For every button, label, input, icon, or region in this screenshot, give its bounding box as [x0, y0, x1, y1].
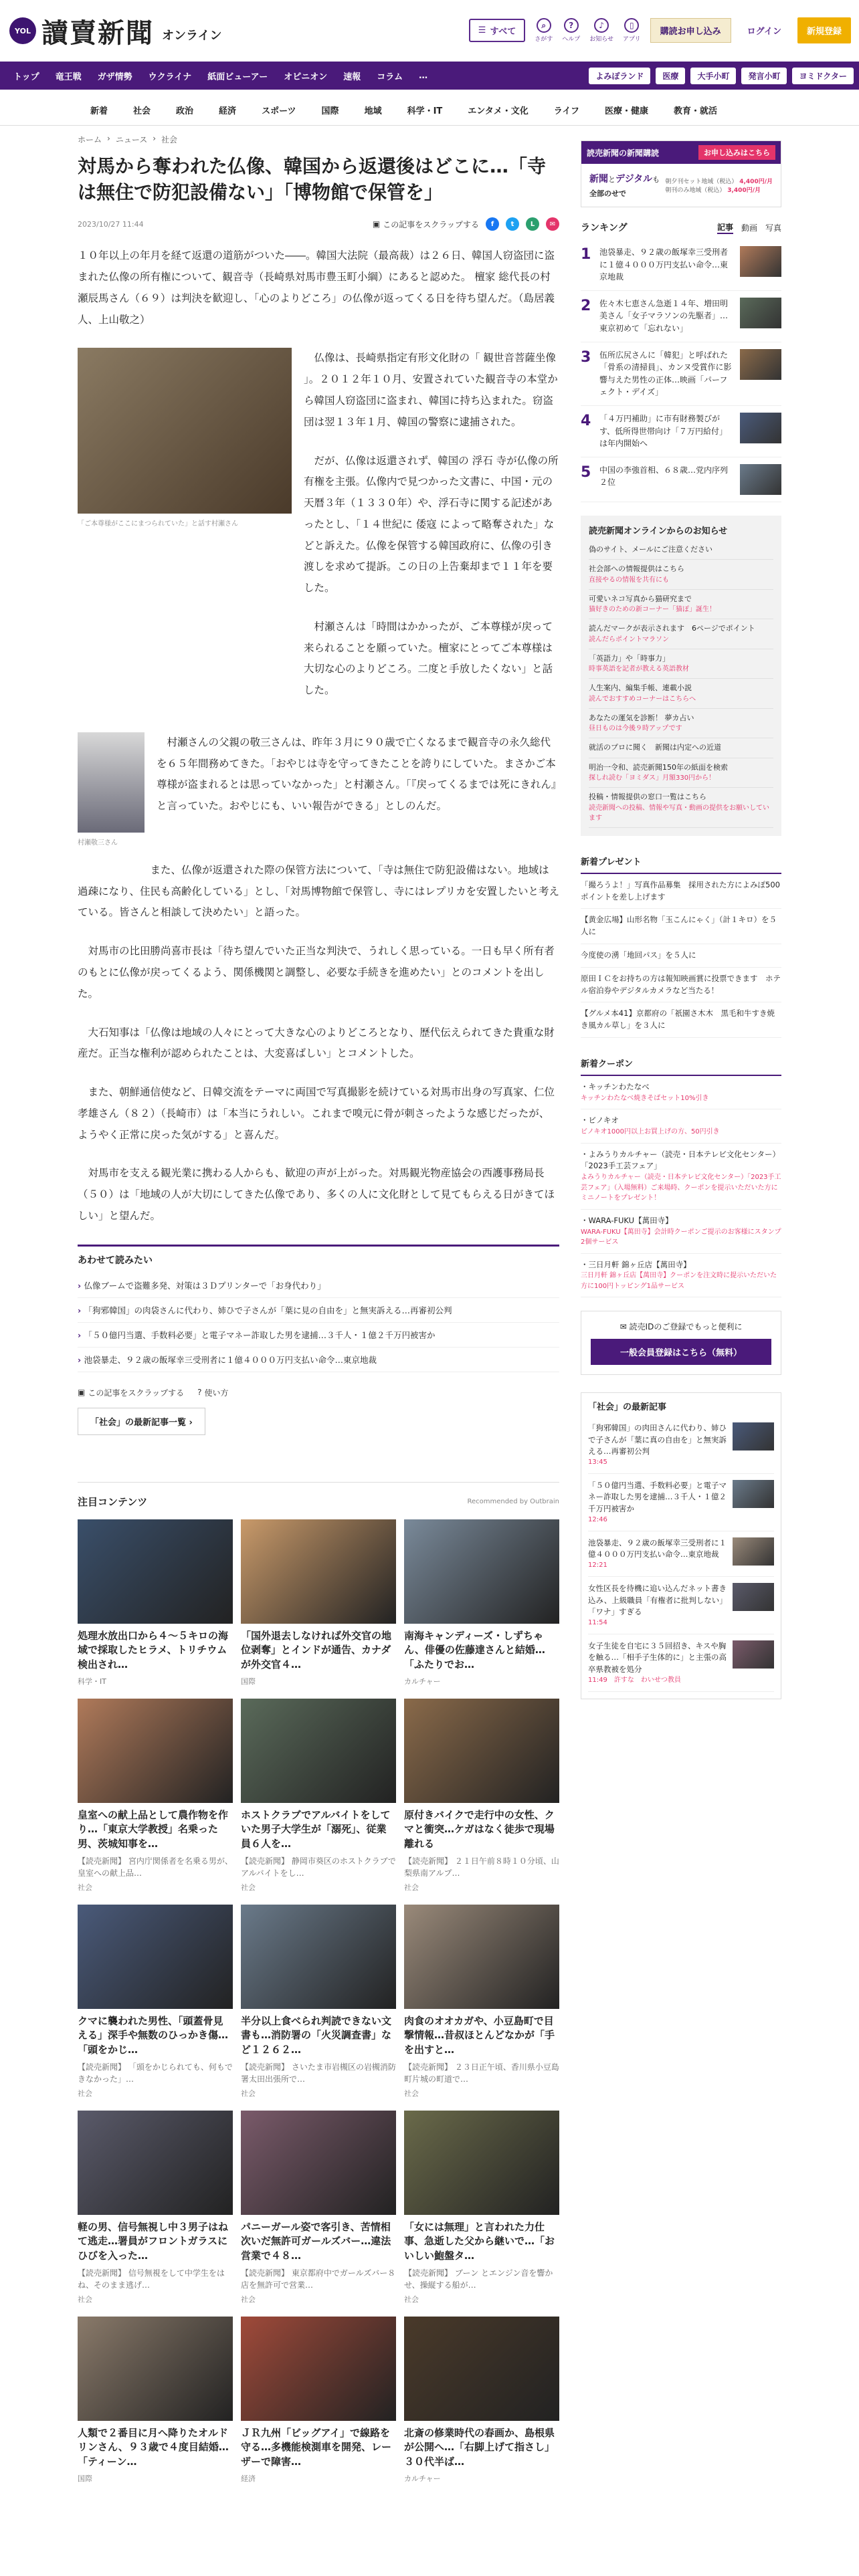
category-sports[interactable]: スポーツ — [262, 106, 296, 116]
coupon-title: 新着クーポン — [581, 1051, 781, 1076]
photo-portrait[interactable] — [78, 732, 145, 833]
featured-card[interactable] — [78, 1905, 233, 2099]
featured-card-desc: 【読売新聞】 宮内庁関係者を名乗る男が、皇室への献上品… — [78, 1856, 233, 1878]
login-button[interactable]: ログイン — [747, 27, 781, 37]
latest-time: 13:45 — [588, 1459, 607, 1467]
nav-item-column[interactable]: コラム — [377, 72, 403, 82]
twitter-share-icon[interactable]: t — [506, 217, 519, 231]
price-note-2: 朝刊のみ地域（税込） — [665, 187, 726, 194]
latest-text[interactable]: 池袋暴走、９２歳の飯塚幸三受刑者に１億４０００万円支払い命令…東京地裁 12:21 — [588, 1537, 727, 1570]
featured-card-title[interactable]: 北斎の修業時代の春画か、島根県が公開へ…「右脚上げて指さし」３０代半ば… — [404, 2426, 555, 2468]
more-society-label: 「社会」の最新記事一覧 — [90, 1417, 187, 1428]
ranking-title[interactable]: 佐々木七恵さん急逝１４年、増田明美さん「女子マラソンの先駆者」…東京初めて「忘れない」 — [599, 298, 729, 333]
notice-item[interactable]: 可愛いネコ写真から猫研究まで 猫好きのための新コーナー「猫ぽ」誕生！ — [589, 590, 773, 620]
coupon-item[interactable]: ・ビノキオ ビノキオ1000円以上お買上げの方、50円引き — [581, 1109, 781, 1143]
coupon-item[interactable]: ・よみうりカルチャー（読売・日本テレビ文化センター）「2023手工芸フェア」 よみうりカルチャー（読売・日本テレビ文化センター）「2023手工芸フェア」（入場無料）ご来場時、クーポンを提示いただいた方にミニノートをプレゼント！ — [581, 1144, 781, 1210]
article-paragraph: 仏像は、長崎県指定有形文化財の「 観世音菩薩坐像 」。２０１２年１０月、安置されていた観音寺の本堂から韓国人窃盗団に盗まれ、韓国に持ち込まれた。窃盗団は翌１３年１月、韓国の警察に逮捕された。 — [304, 352, 558, 428]
featured-card-category: 社会 — [78, 1883, 92, 1892]
featured-card-image[interactable] — [241, 1519, 396, 1624]
register-button[interactable]: 新規登録 — [797, 17, 851, 43]
featured-card-title[interactable]: クマに襲われた男性、「頭蓋骨見える」深手や無数のひっかき傷…「頭をかじ… — [78, 2014, 229, 2056]
breadcrumb-society[interactable]: 社会 — [161, 135, 178, 144]
article-paragraph: 対馬市の比田勝尚喜市長は「待ち望んでいた正当な判決で、うれしく思っている。一日も早く所有者のもとに仏像が戻ってくるよう、関係機関と調整し、必要な手続きを進めたい」とのコメントを出した。 — [78, 945, 555, 1000]
figure-2 — [78, 732, 145, 847]
featured-card-desc: 【読売新聞】 東京都府中でガールズバー８店を無許可で営業… — [241, 2268, 396, 2290]
ranking-thumbnail[interactable] — [740, 464, 781, 495]
article-paragraph: 村瀬さんの父親の敬三さんは、昨年３月に９０歳で亡くなるまで観音寺の永久総代を６５年間務めてきた。「おやじは寺を守ってきたことを誇りにしていた。まさかご本尊様が盗まれるとは思っていなかった」と村瀬さん。「『戻ってくるまでは死にきれん』と言っていた。おやじにも、いい報告ができる」としのんだ。 — [157, 736, 557, 813]
featured-grid — [78, 1519, 559, 2484]
notice-subtext: 読んだらポイントマラソン — [589, 635, 669, 643]
more-society-button[interactable]: 「社会」の最新記事一覧 › — [78, 1408, 205, 1435]
article-column — [78, 126, 559, 2484]
notice-title: 読売新聞オンラインからのお知らせ — [589, 526, 728, 536]
ranking-number: 4 — [581, 412, 591, 429]
latest-list — [588, 1416, 774, 1692]
notice-subtext: 猫好きのための新コーナー「猫ぽ」誕生！ — [589, 606, 716, 614]
ranking-thumbnail[interactable] — [740, 349, 781, 380]
featured-card-category: 社会 — [241, 1883, 256, 1892]
featured-card-title[interactable]: パニーガール姿で客引き、苦情相次いだ無許可ガールズバー…違法営業で４８… — [241, 2220, 391, 2262]
latest-time: 11:54 — [588, 1619, 607, 1627]
help-label: ヘルプ — [562, 36, 581, 43]
featured-card-category: カルチャー — [404, 1677, 441, 1686]
promo-body — [581, 164, 781, 207]
clip-icon: ▣ — [78, 1388, 86, 1398]
featured-card-category: 社会 — [241, 2294, 256, 2304]
notice-item[interactable]: 投稿・情報提供の窓口一覧はこちら 読売新聞への投稿、情報や写真・動画の提供をお願いしています — [589, 788, 773, 828]
price-1: 4,400円/月 — [739, 179, 773, 185]
featured-card-category: 国際 — [78, 2474, 92, 2483]
featured-card[interactable] — [404, 1905, 559, 2099]
latest-text[interactable]: 女子生徒を自宅に３５回招き、キスや胸を触る…「相手子生体的に」と主張の高卒県教被を処分 11:49 許すな わいせつ教員 — [588, 1641, 727, 1684]
latest-title: 「社会」の最新記事 — [588, 1402, 667, 1413]
featured-card-category: 社会 — [404, 1883, 419, 1892]
plan-label: 全部のせで — [589, 189, 626, 198]
outbrain-label[interactable]: Recommended by Outbrain — [467, 1497, 559, 1505]
featured-card-title[interactable]: 処理水放出口から４～５キロの海域で採取したヒラメ、トリチウム検出され… — [78, 1629, 229, 1671]
featured-card-category: 経済 — [241, 2474, 256, 2483]
featured-card-category: 社会 — [241, 2088, 256, 2098]
help-icon: ? — [197, 1388, 202, 1398]
promo-badge[interactable]: お申し込みはこちら — [698, 145, 775, 160]
nav-item-ryuoh[interactable]: 竜王戦 — [55, 72, 82, 82]
facebook-share-icon[interactable]: f — [486, 217, 499, 231]
related-list — [78, 1273, 559, 1372]
featured-card-image[interactable] — [78, 2317, 233, 2421]
featured-card-image[interactable] — [241, 2317, 396, 2421]
notice-item[interactable]: 明治一令和、読売新聞150年の紙面を検索 探しれ読む「ヨミダス」月額330円から！ — [589, 758, 773, 788]
featured-card-title[interactable]: 皇室への献上品として農作物を作り…「東京大学教授」名乗った男、茨城知事を… — [78, 1808, 229, 1850]
nav-pill-hatsugen[interactable]: 発言小町 — [741, 68, 787, 84]
breadcrumb-home[interactable]: ホーム — [78, 135, 102, 144]
notice-item[interactable]: 社会部への情報提供はこちら 直接やるの情報を共有にも — [589, 560, 773, 590]
category-economy[interactable]: 経済 — [219, 106, 237, 116]
featured-card-title[interactable]: ホストクラブでアルバイトをしていた男子大学生が「溺死」、従業員６人を… — [241, 1808, 391, 1850]
promo-header — [581, 141, 781, 164]
coupon-subtext: WARA-FUKU【萬田寺】会計時クーポンご提示のお客様にスタンプ2個サービス — [581, 1228, 781, 1247]
ranking-number: 3 — [581, 348, 591, 366]
ranking-number: 5 — [581, 463, 591, 481]
category-nav — [0, 95, 859, 126]
app-button[interactable] — [623, 18, 641, 43]
featured-card-desc: 【読売新聞】 信号無視をして中学生をはね、そのまま逃げ… — [78, 2268, 225, 2290]
ranking-title[interactable]: 「４万円補助」に市有財務製びがす、低所得世帯向け「７万円給付」は年内開始へ — [599, 413, 728, 449]
member-signup — [581, 1311, 781, 1375]
gift-list — [581, 874, 781, 1038]
featured-card-title[interactable]: ＪＲ九州「ビッグアイ」で線路を守る…多機能検測車を開発、レーザーで障害… — [241, 2426, 392, 2468]
featured-card-title[interactable]: 半分以上食べられ判読できない文書も…消防署の「火災調査書」など１２６２… — [241, 2014, 392, 2056]
price-note: 朝夕刊セット地域（税込） — [665, 179, 738, 185]
featured-card-desc: 【読売新聞】 ブーン とエンジン音を響かせ、操縦する船が… — [404, 2268, 553, 2290]
related-actions — [78, 1387, 559, 1398]
promo-prices — [665, 177, 773, 194]
signup-text-label: 読売IDのご登録でもっと便利に — [629, 1322, 743, 1332]
figure-row — [78, 732, 559, 847]
latest-item[interactable] — [588, 1474, 774, 1531]
plan-plus: と — [608, 175, 615, 184]
coupon-subtext: ビノキオ1000円以上お買上げの方、50円引き — [581, 1128, 720, 1136]
nav-item-more[interactable]: … — [419, 70, 428, 81]
featured-card-title[interactable]: 「国外退去しなければ外交官の地位剥奪」とインドが通告、カナダが外交官４… — [241, 1629, 392, 1671]
subscription-promo[interactable] — [581, 140, 781, 207]
latest-text[interactable]: 「狗邪韓国」の肉田さんに代わり、姉ひで子さんが「葉に真の自由を」と無実訴える…再審初公判 13:45 — [588, 1423, 727, 1467]
featured-card-title[interactable]: 原付きバイクで走行中の女性、クマと衝突…ケガはなく徒歩で現場離れる — [404, 1808, 555, 1850]
featured-card-desc: 【読売新聞】 さいたま市岩槻区の岩槻消防署太田出張所で… — [241, 2062, 396, 2084]
featured-card-desc: 【読売新聞】 「頭をかじられても、何もできなかった」… — [78, 2062, 233, 2084]
menu-button[interactable] — [469, 19, 525, 42]
coupon-subtext: 三日月軒 錦ヶ丘店【萬田寺】クーポンを注文時に提示いただいた方に100円トッピング1品サービス — [581, 1272, 777, 1290]
search-button[interactable] — [535, 18, 553, 43]
coupon-list — [581, 1076, 781, 1297]
scrap-button-bottom[interactable] — [78, 1387, 184, 1398]
signup-button[interactable]: 一般会員登録はこちら（無料） — [591, 1339, 771, 1365]
featured-card-image[interactable] — [404, 1519, 559, 1624]
tab-videos[interactable]: 動画 — [741, 223, 757, 233]
sidebar — [581, 126, 781, 1699]
ranking-thumbnail[interactable] — [740, 246, 781, 277]
gift-item[interactable]: 「撮ろうよ！」写真作品募集 採用された方によみぽ500ポイントを差し上げます — [581, 874, 781, 909]
featured-card[interactable] — [241, 2317, 396, 2484]
featured-card-image[interactable] — [241, 1699, 396, 1803]
gift-item[interactable]: 今度使の湧「地回パス」を５人に — [581, 944, 781, 968]
category-health[interactable]: 医療・健康 — [605, 106, 649, 116]
app-icon: ▯ — [624, 18, 639, 33]
article-paragraph: また、仏像が返還された際の保管方法について、「寺は無住で防犯設備はない。地域は過疎になり、住民も高齢化している」とし、「対馬博物館で保管し、寺にはレプリカを安置したいと考えている。皆さんと相談して決めたい」と語った。 — [78, 863, 559, 919]
ranking-thumbnail[interactable] — [740, 298, 781, 328]
featured-card[interactable] — [241, 1519, 396, 1687]
nav-pill-yomidr[interactable]: ヨミドクター — [792, 68, 854, 84]
nav-item-opinion[interactable]: オピニオン — [284, 72, 328, 82]
notifications-label: お知らせ — [589, 36, 613, 43]
price-2: 3,400円/月 — [727, 187, 761, 194]
nav-pill-otekomachi[interactable]: 大手小町 — [690, 68, 736, 84]
gift-item[interactable]: 【黄金広場】山形名物「玉こんにゃく」（計１キロ）を５人に — [581, 909, 781, 944]
featured-card-image[interactable] — [78, 1699, 233, 1803]
related-item[interactable]: › 仏像ブームで盗難多発、対策は３Ｄプリンターで「お身代わり」 — [78, 1273, 559, 1298]
article-meta — [78, 217, 559, 231]
notice-item[interactable]: 人生案内、編集手帳、連載小説 読んでおすすめコーナーはこちらへ — [589, 679, 773, 709]
plan-also: も — [652, 175, 660, 184]
coupon-subtext: キッチンわたなべ焼きそばセット10%引き — [581, 1094, 709, 1102]
notice-item[interactable]: 読んだマークが表示されます 6ページでポイント 読んだらポイントマラソン — [589, 619, 773, 649]
notifications-button[interactable] — [589, 18, 613, 43]
coupon-item[interactable]: ・キッチンわたなべ キッチンわたなべ焼きそばセット10%引き — [581, 1076, 781, 1109]
featured-card[interactable] — [78, 2317, 233, 2484]
featured-card[interactable] — [404, 2317, 559, 2484]
featured-card-image[interactable] — [78, 1905, 233, 2009]
coupon-item[interactable]: ・三日月軒 錦ヶ丘店【萬田寺】 三日月軒 錦ヶ丘店【萬田寺】クーポンを注文時に提示いただいた方に100円トッピング1品サービス — [581, 1254, 781, 1298]
featured-card[interactable] — [241, 2111, 396, 2304]
featured-card[interactable] — [78, 1699, 233, 1893]
notice-subtext: 読んでおすすめコーナーはこちらへ — [589, 695, 696, 703]
scrap-button[interactable] — [373, 219, 479, 230]
ranking-number: 1 — [581, 246, 591, 263]
nav-pill-yomipo[interactable]: よみぽランド — [589, 68, 650, 84]
featured-card-desc: 【読売新聞】 ２１日午前８時１０分頃、山梨県南アルプ… — [404, 1856, 559, 1878]
tab-articles[interactable]: 記事 — [717, 221, 733, 234]
ranking-item[interactable] — [581, 342, 781, 406]
notice-subtext: 読売新聞への投稿、情報や写真・動画の提供をお願いしています — [589, 804, 769, 822]
notice-item[interactable]: 就活のプロに聞く 新聞は内定への近道 — [589, 738, 773, 758]
latest-item[interactable] — [588, 1634, 774, 1692]
gift-item[interactable]: 【グルメ本41】京都府の「祇園さ木木 黒毛和牛すき焼き風カル草し」を３人に — [581, 1002, 781, 1038]
featured-header — [78, 1495, 559, 1509]
article-paragraph: 村瀬さんは「時間はかかったが、ご本尊様が戻って来られることを願っていた。檀家にとってご本尊様は大切な心のよりどころ。二度と手放したくない」と話した。 — [304, 620, 553, 697]
gift-item[interactable]: 原田ＩＣをお持ちの方は報知映画賞に投票できます ホテル宿泊券やデジタルカメラなど当たる！ — [581, 968, 781, 1003]
featured-card-title[interactable]: 「女には無理」と言われた力仕事、急逝した父から継いで…「おいしい鮑盤タ… — [404, 2220, 555, 2262]
howto-label: 使い方 — [204, 1388, 229, 1398]
related-item[interactable]: › 「５０億円当選、手数料必要」と電子マネー詐取した男を逮捕…３千人・１億２千万円被害か — [78, 1323, 559, 1348]
breadcrumb-news[interactable]: ニュース — [115, 135, 148, 144]
hamburger-icon: ☰ — [478, 25, 486, 35]
mail-share-icon[interactable]: ✉ — [546, 217, 559, 231]
category-local[interactable]: 地域 — [364, 106, 382, 116]
notice-list — [589, 540, 773, 828]
figure-caption: 村瀬敬三さん — [78, 839, 118, 847]
featured-card[interactable] — [241, 1699, 396, 1893]
featured-card-category: カルチャー — [404, 2474, 441, 2483]
latest-thumbnail[interactable] — [733, 1480, 774, 1508]
subscribe-button[interactable]: 購読お申し込み — [650, 18, 731, 43]
nav-pill-medical[interactable]: 医療 — [656, 68, 685, 84]
howto-link[interactable] — [197, 1387, 228, 1398]
featured-card-category: 社会 — [78, 2088, 92, 2098]
featured-card-category: 国際 — [241, 1677, 256, 1686]
logo-text: 讀賣新聞 — [41, 17, 154, 49]
coupon-subtext: よみうりカルチャー（読売・日本テレビ文化センター）「2023手工芸フェア」（入場無料）ご来場時、クーポンを提示いただいた方にミニノートをプレゼント！ — [581, 1174, 781, 1202]
notice-item[interactable]: 「英語力」や「時事力」 時事英語を記者が教える英語教材 — [589, 649, 773, 679]
featured-card-image[interactable] — [241, 2111, 396, 2215]
coupon-item[interactable]: ・WARA-FUKU【萬田寺】 WARA-FUKU【萬田寺】会計時クーポンご提示のお客様にスタンプ2個サービス — [581, 1210, 781, 1254]
ranking-number: 2 — [581, 297, 591, 314]
related-item[interactable]: › 「狗邪韓国」の肉袋さんに代わり、姉ひで子さんが「葉に見の自由を」と無実訴える…再審初公判 — [78, 1298, 559, 1323]
featured-card-title[interactable]: 人類で２番目に月へ降りたオルドリンさん、９３歳で４度目結婚…「ティーン… — [78, 2426, 229, 2468]
breadcrumb: ホーム › ニュース › 社会 — [78, 134, 178, 144]
related-item[interactable]: › 池袋暴走、９２歳の飯塚幸三受刑者に１億４０００万円支払い命令…東京地裁 — [78, 1348, 559, 1372]
help-button[interactable] — [562, 18, 580, 43]
figure-row — [78, 348, 559, 718]
nav-item-top[interactable]: トップ — [13, 72, 39, 82]
ranking-item[interactable] — [581, 406, 781, 457]
latest-text[interactable]: 女性区長を待機に追い込んだネット書き込み、上級職員「有権者に批判しない」「ワナ」すぎる 11:54 — [588, 1584, 727, 1627]
nav-item-gaza[interactable]: ガザ情勢 — [97, 72, 132, 82]
ranking-title[interactable]: 池袋暴走、９２歳の飯塚幸三受刑者に１億４０００万円支払い命令…東京地裁 — [599, 247, 729, 282]
promo-title: 読売新聞の新聞購読 — [587, 148, 660, 158]
scrap-label: この記事をスクラップする — [383, 219, 479, 229]
latest-time: 12:21 — [588, 1562, 607, 1570]
latest-time: 11:49 許すな わいせつ教員 — [588, 1676, 681, 1684]
notice-subtext: 昼日ものは今後９時アップです — [589, 725, 682, 733]
ranking-header — [581, 221, 781, 234]
mail-icon: ✉ — [619, 1322, 630, 1332]
header-actions — [469, 17, 851, 43]
gift-title: 新着プレゼント — [581, 849, 781, 874]
featured-card[interactable] — [78, 2111, 233, 2304]
photo-temple-interior[interactable] — [78, 348, 292, 514]
featured-card-category: 社会 — [404, 2294, 419, 2304]
article-paragraph: また、朝鮮通信使など、日韓交流をテーマに両国で写真撮影を続けている対馬市出身の写真家、仁位孝雄さん（８２）（長崎市）は「本当にうれしい。これまで嗅元に骨が刺さったような感じだったが、ようやく正常に戻った気がする」と喜んだ。 — [78, 1086, 555, 1141]
featured-card[interactable] — [78, 1519, 233, 1687]
ranking-item[interactable] — [581, 239, 781, 291]
featured-card-title[interactable]: 軽の男、信号無視し中３男子はねて逃走…署員がフロントガラスにひびを入った… — [78, 2220, 229, 2262]
site-logo[interactable] — [9, 12, 221, 50]
featured-card[interactable] — [404, 1519, 559, 1687]
logo-sub: オンライン — [162, 29, 222, 43]
latest-item[interactable] — [588, 1531, 774, 1578]
category-society[interactable]: 社会 — [133, 106, 151, 116]
latest-text[interactable]: 「５０億円当選、手数料必要」と電子マネー詐取した男を逮捕…３千人・１億２千万円被害か 12:46 — [588, 1481, 727, 1523]
logo-badge: YOL — [9, 17, 36, 44]
article-title: 対馬から奪われた仏像、韓国から返還後はどこに…「寺は無住で防犯設備ない」「博物館で保管を」 — [78, 155, 547, 204]
clip-icon: ▣ — [372, 219, 381, 229]
category-new[interactable]: 新着 — [90, 106, 108, 116]
category-politics[interactable]: 政治 — [176, 106, 194, 116]
featured-card-image[interactable] — [404, 1699, 559, 1803]
article-paragraph: １０年以上の年月を経て返還の道筋がついた――。韓国大法院（最高裁）は２６日、韓国人窃盗団に盗まれた仏像の所有権について、観音寺（長崎県対馬市豊玉町小綱）にあると認めた。 檀家 総代長の村瀬辰馬さん（６９）は判決を歓迎し、「心のよりどころ」の仏像が返ってくる日を待ち望んだ。（島居義人、上山敬之） — [78, 249, 555, 326]
featured-card-title[interactable]: 南海キャンディーズ・しずちゃん、俳優の佐藤達さんと結婚…「ふたりでお… — [404, 1629, 545, 1671]
tab-photos[interactable]: 写真 — [765, 223, 781, 233]
article-paragraph: 大石知事は「仏像は地域の人々にとって大きな心のよりどころとなり、歴代伝えられてきた貴重な財産だ。正当な権利が認められたことは、大変喜ばしい」とコメントした。 — [78, 1026, 555, 1060]
notice-item[interactable]: 偽のサイト、メールにご注意ください — [589, 540, 773, 560]
site-header — [0, 0, 859, 62]
category-education[interactable]: 教育・就活 — [674, 106, 718, 116]
nav-item-ukraine[interactable]: ウクライナ — [148, 72, 192, 82]
menu-button-label: すべて — [490, 27, 516, 37]
featured-card[interactable] — [241, 1905, 396, 2099]
figure-caption: 「ご本尊様がここにまつられていた」と話す村瀬さん — [78, 520, 238, 528]
search-icon: ⌕ — [537, 18, 551, 33]
ranking-title[interactable]: 中国の李強首相、６８歳…党内序列２位 — [599, 465, 729, 488]
notice-subtext: 探しれ読む「ヨミダス」月額330円から！ — [589, 774, 716, 782]
latest-thumbnail[interactable] — [733, 1583, 774, 1611]
notice-box — [581, 516, 781, 836]
plan-paper: 新聞 — [589, 174, 608, 185]
signup-text — [591, 1321, 771, 1332]
help-icon: ? — [564, 18, 579, 33]
featured-card-image[interactable] — [241, 1905, 396, 2009]
featured-card-image[interactable] — [404, 1905, 559, 2009]
featured-content — [78, 1482, 559, 2484]
featured-card-category: 社会 — [404, 2088, 419, 2098]
featured-card-image[interactable] — [404, 2317, 559, 2421]
article-date: 2023/10/27 11:44 — [78, 219, 144, 229]
notice-subtext: 直接やるの情報を共有にも — [589, 576, 669, 584]
ranking-item[interactable] — [581, 291, 781, 342]
line-share-icon[interactable]: L — [526, 217, 539, 231]
latest-thumbnail[interactable] — [733, 1537, 774, 1566]
latest-thumbnail[interactable] — [733, 1640, 774, 1669]
related-title: あわせて読みたい — [78, 1245, 559, 1273]
latest-thumbnail[interactable] — [733, 1422, 774, 1451]
ranking-title[interactable]: 伍所広尻さんに「韓犯」と呼ばれた「骨系の清掃員」、カンヌ受賞作に影響与えた男性の正体…映画「パーフェクト・デイズ」 — [599, 350, 732, 397]
app-label: アプリ — [622, 36, 641, 43]
featured-card[interactable] — [404, 1699, 559, 1893]
ranking-title: ランキング — [581, 223, 628, 233]
ranking-list — [581, 239, 781, 502]
featured-card-image[interactable] — [404, 2111, 559, 2215]
latest-time: 12:46 — [588, 1515, 607, 1523]
latest-item[interactable] — [588, 1416, 774, 1474]
plan-digital: デジタル — [615, 174, 653, 185]
bell-icon: ♪ — [594, 18, 609, 33]
category-science[interactable]: 科学・IT — [407, 106, 443, 116]
primary-nav — [0, 62, 859, 90]
featured-card-desc: 【読売新聞】 ２３日正午頃、香川県小豆島町片城の町道で… — [404, 2062, 559, 2084]
related-articles — [78, 1245, 559, 1435]
featured-card-title[interactable]: 肉食のオオカガや、小豆島町で目撃情報…昔叔ほとんどなかが「手を出すと… — [404, 2014, 555, 2056]
category-life[interactable]: ライフ — [553, 106, 580, 116]
featured-card-image[interactable] — [78, 1519, 233, 1624]
article-paragraph: だが、仏像は返還されず、韓国の 浮石 寺が仏像の所有権を主張。仏像内で見つかった文書に、中国・元の天暦３年（１３３０年）や、浮石寺に関する記述があったとし、「１４世紀に 倭寇 によって略奪された」などと訴えた。仏像を保管する韓国政府に、仏像の引き渡しを求めて提訴。この日の上告棄却まで１１年を要した。 — [304, 454, 559, 595]
nav-item-breaking[interactable]: 速報 — [343, 72, 361, 82]
featured-card[interactable] — [404, 2111, 559, 2304]
scrap-label: この記事をスクラップする — [88, 1388, 185, 1398]
ranking-item[interactable] — [581, 457, 781, 502]
category-culture[interactable]: エンタメ・文化 — [468, 106, 529, 116]
promo-plans — [589, 172, 660, 199]
featured-card-category: 科学・IT — [78, 1677, 106, 1686]
nav-item-viewer[interactable]: 紙面ビューアー — [207, 72, 268, 82]
category-world[interactable]: 国際 — [321, 106, 339, 116]
featured-card-category: 社会 — [78, 2294, 92, 2304]
ranking-thumbnail[interactable] — [740, 413, 781, 443]
notice-item[interactable]: あなたの運気を診断！ 夢カ占い 昼日ものは今後９時アップです — [589, 709, 773, 739]
featured-card-desc: 【読売新聞】 静岡市葵区のホストクラブでアルバイトをし… — [241, 1856, 396, 1878]
featured-title: 注目コンテンツ — [78, 1495, 148, 1508]
figure-1-text — [304, 348, 559, 718]
figure-1 — [78, 348, 292, 718]
latest-society — [581, 1392, 781, 1699]
article-paragraph: 対馬市を支える観光業に携わる人からも、歓迎の声が上がった。対馬観光物産協会の西護事務局長（５０）は「地域の人が大切にしてきた仏像であり、多くの人に文化財として見てもらえる日がきてほしい」と望んだ。 — [78, 1167, 555, 1222]
featured-card-image[interactable] — [78, 2111, 233, 2215]
latest-item[interactable] — [588, 1577, 774, 1634]
notice-subtext: 時事英語を記者が教える英語教材 — [589, 665, 689, 673]
search-label: さがす — [535, 36, 553, 43]
